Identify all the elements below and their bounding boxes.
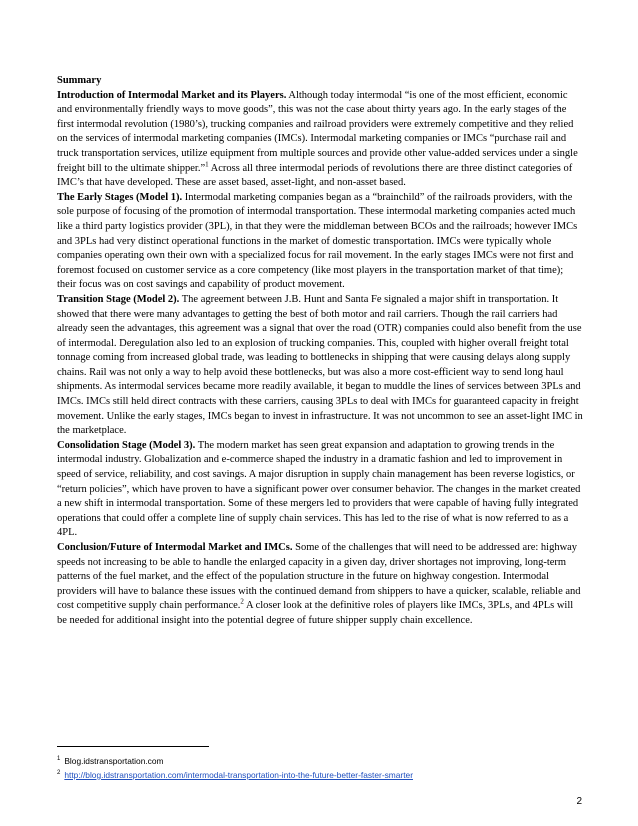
- section-early-stages: [57, 191, 585, 293]
- footnote-ref[interactable]: 1: [205, 160, 209, 169]
- section-introduction: [57, 89, 585, 191]
- section-heading: Transition Stage (Model 2).: [57, 293, 180, 305]
- summary-heading: Summary: [57, 75, 102, 86]
- section-text: Intermodal marketing companies began as a “brainchild” of the railroads providers, with the sole purpose of focusing of the promotion of intermodal transportation. These intermodal marketing companies acted much like a third party logistics provider (3PL), in that they were the middleman between BCOs and the railroads; however IMCs and 3PLs had very distinct operational functions in the market of domestic transportation. IMCs were typically whole companies operating own their own with a specialized focus for rail movement. In the early stages IMCs were not first and foremost focused on customer service as a core competency (like most players in the transportation market of that time); their focus was on cost savings and capability of product movement.: [57, 191, 578, 291]
- footnote-2: [57, 768, 597, 782]
- footnote-ref[interactable]: 2: [240, 597, 244, 606]
- section-heading: Conclusion/Future of Intermodal Market and IMCs.: [57, 542, 293, 553]
- section-text: Although today intermodal “is one of the most efficient, economic and environmentally friendly ways to move goods”, this was not the case about thirty years ago. In the early stages of the first intermodal revolution (1980’s), trucking companies and railroad providers were extremely competitive and they relied on the services of intermodal marketing companies (IMCs). Intermodal marketing companies or IMCs “purchase rail and truck transportation services, utilize equipment from multiple sources and provide other value-added services under a single freight bill to the ultimate shipper.”: [57, 89, 578, 174]
- section-heading: Consolidation Stage (Model 3).: [57, 439, 196, 451]
- footnote-text: Blog.idstransportation.com: [64, 756, 164, 766]
- page-number: 2: [576, 796, 582, 807]
- footnote-divider: [57, 746, 209, 747]
- footnotes: [57, 754, 597, 782]
- section-transition-stage: [57, 293, 585, 439]
- section-heading: The Early Stages (Model 1).: [57, 191, 183, 203]
- section-conclusion: [57, 541, 585, 629]
- section-text: A closer look at the definitive roles of players like IMCs, 3PLs, and 4PLs will be needed for additional insight into the potential degree of future shipper supply chain excellence.: [57, 600, 574, 626]
- section-text: The modern market has seen great expansion and adaptation to growing trends in the intermodal industry. Globalization and e-commerce shaped the industry in a dramatic fashion and led to improvement in speed of service, reliability, and cost savings. A major disruption in supply chain management has been reverse logistics, or “return policies”, which have proven to have a significant power over consumer behavior. The changes in the market created a new shift in intermodal transportation. Some of these mergers led to providers that were capable of having fully integrated operations that could offer a complete line of supply chain services. This has led to the rise of what is now referred to as a 4PL.: [57, 439, 581, 539]
- section-text: The agreement between J.B. Hunt and Santa Fe signaled a major shift in transportation. It showed that there were many advantages to getting the best of both motor and rail carriers. Though the rail carriers had already seen the advantages, this agreement was a signal that over the road (OTR) companies could also benefit from the use of intermodal. Deregulation also led to an explosion of trucking companies. This, coupled with higher overall freight total tonnage coming from increased global trade, was leading to bottlenecks in shipping that were causing delays along supply chains. Rail was not only a way to help avoid these bottlenecks, but was also a more cost-efficient way to send long haul shipments. As intermodal services became more readily available, it began to muddle the lines of services between 3PLs and IMCs. IMCs still held direct contracts with these carriers, causing 3PLs to deal with IMCs for guaranteed capacity in freight movement. Unlike the early stages, IMCs began to invest in infrastructure. It was not uncommon to see an asset-light IMC in the marketplace.: [57, 293, 583, 437]
- footnote-number: 1: [57, 756, 61, 763]
- footnote-number: 2: [57, 770, 61, 777]
- section-heading: Introduction of Intermodal Market and its Players.: [57, 89, 287, 101]
- section-text: Across all three intermodal periods of revolutions there are three distinct categories of IMC’s that have developed. These are asset based, asset-light, and non-asset based.: [57, 162, 573, 189]
- footnote-1: [57, 754, 597, 768]
- document-body: [57, 74, 585, 629]
- section-consolidation-stage: [57, 439, 585, 541]
- footnote-link[interactable]: http://blog.idstransportation.com/intermodal-transportation-into-the-future-better-faster-smarter: [64, 770, 413, 780]
- section-text: Some of the challenges that will need to be addressed are: highway speeds not increasing to be able to handle the enlarged capacity in a given day, driver shortages not improving, long-term patterns of the fuel market, and the effect of the population structure in the future on highway congestion. Intermodal providers will have to balance these issues with the continued demand from shippers to have a quicker, scalable, reliable and cost competitive supply chain performance.: [57, 542, 581, 612]
